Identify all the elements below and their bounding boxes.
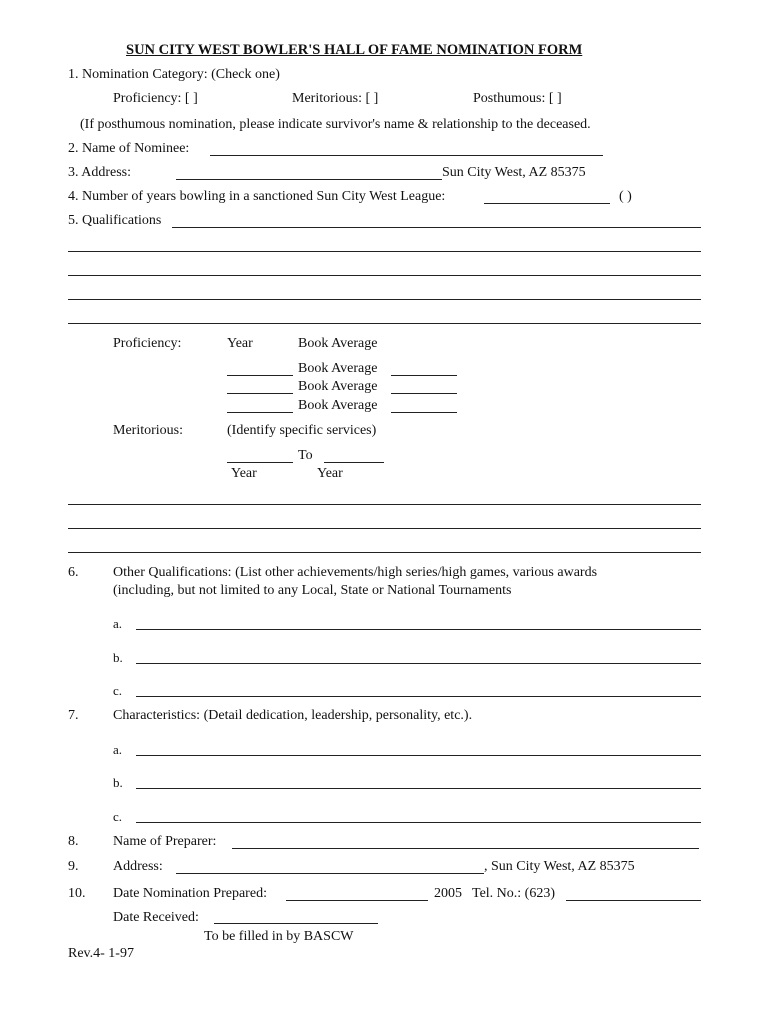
- address-label: 3. Address:: [68, 165, 131, 180]
- q9-number: 9.: [68, 859, 79, 874]
- meritorious-checkbox[interactable]: Meritorious: [ ]: [292, 91, 379, 106]
- q8-number: 8.: [68, 834, 79, 849]
- book-average-field[interactable]: [391, 412, 457, 413]
- q6-c-label: c.: [113, 683, 123, 698]
- telephone-label: Tel. No.: (623): [472, 886, 556, 901]
- nomination-category-label: 1. Nomination Category: (Check one): [68, 67, 280, 82]
- q6-a-label: a.: [113, 616, 123, 631]
- proficiency-year-field[interactable]: [227, 375, 293, 376]
- from-year-label: Year: [231, 466, 257, 481]
- preparer-address-label: Address:: [113, 859, 163, 874]
- meritorious-to-year-field[interactable]: [324, 462, 384, 463]
- bascw-note: To be filled in by BASCW: [204, 929, 354, 944]
- qualifications-line[interactable]: [172, 227, 701, 228]
- meritorious-line[interactable]: [68, 552, 701, 553]
- characteristics-label: Characteristics: (Detail dedication, leadership, personality, etc.).: [113, 708, 473, 723]
- q7-c-field[interactable]: [136, 822, 701, 823]
- qualifications-line[interactable]: [68, 275, 701, 276]
- book-average-label: Book Average: [298, 361, 378, 376]
- q7-a-field[interactable]: [136, 755, 701, 756]
- address-city-state: Sun City West, AZ 85375: [442, 165, 586, 180]
- proficiency-year-field[interactable]: [227, 393, 293, 394]
- preparer-address-field[interactable]: [176, 873, 484, 874]
- qualifications-line[interactable]: [68, 251, 701, 252]
- q10-number: 10.: [68, 886, 86, 901]
- qualifications-line[interactable]: [68, 323, 701, 324]
- date-prepared-label: Date Nomination Prepared:: [113, 886, 267, 901]
- posthumous-note: (If posthumous nomination, please indicate survivor's name & relationship to the deceased.: [80, 117, 591, 132]
- qualifications-line[interactable]: [68, 299, 701, 300]
- preparer-city-state: , Sun City West, AZ 85375: [484, 859, 635, 874]
- q6-c-field[interactable]: [136, 696, 701, 697]
- q6-number: 6.: [68, 565, 79, 580]
- meritorious-line[interactable]: [68, 528, 701, 529]
- form-title: SUN CITY WEST BOWLER'S HALL OF FAME NOMINATION FORM: [126, 42, 583, 58]
- preparer-name-label: Name of Preparer:: [113, 834, 217, 849]
- meritorious-from-year-field[interactable]: [227, 462, 293, 463]
- date-received-field[interactable]: [214, 923, 378, 924]
- posthumous-checkbox[interactable]: Posthumous: [ ]: [473, 91, 562, 106]
- book-average-field[interactable]: [391, 375, 457, 376]
- book-average-label: Book Average: [298, 379, 378, 394]
- revision-label: Rev.4- 1-97: [68, 946, 134, 961]
- meritorious-section-label: Meritorious:: [113, 423, 183, 438]
- years-bowling-field[interactable]: [484, 203, 610, 204]
- date-prepared-year: 2005: [434, 886, 462, 901]
- qualifications-label: 5. Qualifications: [68, 213, 162, 228]
- years-bowling-paren: ( ): [619, 189, 632, 204]
- q7-number: 7.: [68, 708, 79, 723]
- proficiency-year-field[interactable]: [227, 412, 293, 413]
- q6-a-field[interactable]: [136, 629, 701, 630]
- q6-b-field[interactable]: [136, 663, 701, 664]
- book-average-field[interactable]: [391, 393, 457, 394]
- q7-b-field[interactable]: [136, 788, 701, 789]
- years-bowling-label: 4. Number of years bowling in a sanctioned Sun City West League:: [68, 189, 446, 204]
- meritorious-line[interactable]: [68, 504, 701, 505]
- year-header: Year: [227, 336, 253, 351]
- preparer-name-field[interactable]: [232, 848, 699, 849]
- q6-b-label: b.: [113, 650, 123, 665]
- identify-services-note: (Identify specific services): [227, 423, 377, 438]
- nominee-name-label: 2. Name of Nominee:: [68, 141, 190, 156]
- to-year-label: Year: [317, 466, 343, 481]
- book-average-header: Book Average: [298, 336, 378, 351]
- proficiency-section-label: Proficiency:: [113, 336, 182, 351]
- other-qualifications-label: Other Qualifications: (List other achievements/high series/high games, various awards: [113, 565, 598, 580]
- other-qualifications-label-cont: (including, but not limited to any Local, State or National Tournaments: [113, 583, 512, 598]
- nominee-name-field[interactable]: [210, 155, 603, 156]
- q7-a-label: a.: [113, 742, 123, 757]
- to-label: To: [298, 448, 313, 463]
- date-prepared-field[interactable]: [286, 900, 428, 901]
- date-received-label: Date Received:: [113, 910, 199, 925]
- book-average-label: Book Average: [298, 398, 378, 413]
- q7-b-label: b.: [113, 775, 123, 790]
- q7-c-label: c.: [113, 809, 123, 824]
- telephone-field[interactable]: [566, 900, 701, 901]
- address-field[interactable]: [176, 179, 442, 180]
- proficiency-checkbox[interactable]: Proficiency: [ ]: [113, 91, 198, 106]
